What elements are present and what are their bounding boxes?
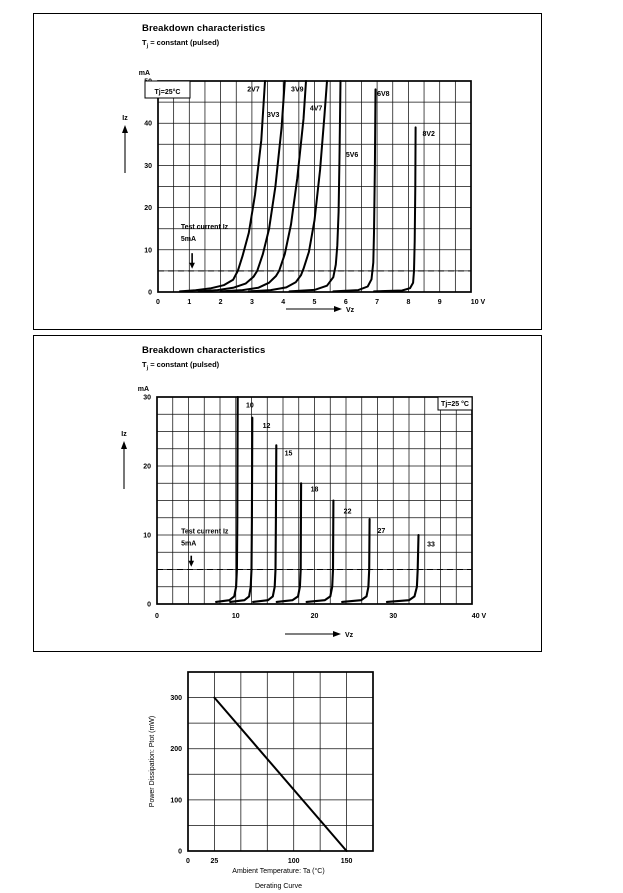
- x-tick-label: 0: [156, 299, 160, 306]
- x-tick-label: 20: [310, 613, 319, 620]
- y-tick-label: 20: [144, 205, 152, 213]
- breakdown-chart-high-voltage: [34, 336, 541, 651]
- curve-label-6V8: 6V8: [377, 90, 390, 98]
- curve-label-8V2: 8V2: [422, 130, 435, 138]
- derating-chart: [140, 650, 421, 893]
- curve-15: [253, 445, 276, 602]
- chart1-title: Breakdown characteristics: [142, 23, 266, 34]
- x-tick-label: 3: [249, 299, 254, 306]
- y-caption: Power Dissipation: Ptot (mW): [149, 715, 156, 808]
- x-tick-label: 4: [281, 299, 286, 306]
- test-current-annotation-line2: 5mA: [180, 235, 197, 243]
- curve-label-3V3: 3V3: [266, 111, 280, 119]
- y-tick-label: 300: [170, 695, 182, 703]
- curve-10: [216, 397, 238, 602]
- curve-label-4V7: 4V7: [309, 105, 323, 113]
- curve-8V2: [374, 127, 416, 291]
- x-axis-label: Vz: [346, 307, 355, 314]
- x-tick-label: 1: [187, 299, 192, 306]
- y-tick-label: 10: [143, 532, 151, 540]
- corner-label-text: Tj=25°C: [154, 89, 181, 96]
- derating-panel: [140, 650, 421, 893]
- curve-label-2V7: 2V7: [247, 86, 260, 94]
- x-caption: Ambient Temperature: Ta (°C): [232, 868, 325, 875]
- test-current-annotation-line1: Test current Iz: [180, 224, 229, 232]
- corner-label-text: Tj=25 °C: [441, 401, 469, 408]
- y-axis-arrow-head: [122, 125, 128, 133]
- x-tick-label: 5: [312, 299, 317, 306]
- curve-label-18: 18: [310, 486, 319, 494]
- y-tick-label: 200: [170, 746, 182, 754]
- x-tick-label: 10 V: [470, 299, 486, 306]
- curve-18: [277, 483, 301, 602]
- x-tick-label: 0: [155, 613, 159, 620]
- x-tick-label: 40 V: [471, 613, 487, 620]
- curve-label-15: 15: [284, 450, 293, 458]
- curve-label-3V9: 3V9: [291, 86, 304, 94]
- y-tick-label: 0: [178, 848, 182, 856]
- x-tick-label: 150: [340, 858, 353, 865]
- x-tick-label: 30: [389, 613, 398, 620]
- x-tick-label: 100: [287, 858, 300, 865]
- y-axis-arrow-head: [121, 441, 127, 449]
- x-tick-label: 6: [343, 299, 348, 306]
- x-tick-label: 9: [437, 299, 442, 306]
- x-tick-label: 10: [231, 613, 240, 620]
- curve-label-22: 22: [343, 508, 352, 516]
- curve-label-10: 10: [246, 402, 254, 410]
- test-current-annotation-line1: Test current Iz: [181, 528, 229, 536]
- y-tick-label: 30: [143, 394, 151, 402]
- x-tick-label: 8: [406, 299, 411, 306]
- test-current-arrow-head: [188, 561, 194, 567]
- curve-label-12: 12: [262, 423, 271, 431]
- y-axis-label: Iz: [121, 431, 127, 438]
- curve-12: [230, 418, 252, 602]
- x-tick-label: 2: [218, 299, 223, 306]
- curve-label-5V6: 5V6: [345, 151, 359, 159]
- y-tick-label: 20: [143, 463, 151, 471]
- chart-title: Derating Curve: [254, 883, 303, 890]
- x-tick-label: 7: [375, 299, 380, 306]
- x-axis-arrow-head: [334, 306, 342, 312]
- y-tick-label: 100: [170, 797, 182, 805]
- x-tick-label: 0: [186, 858, 190, 865]
- y-tick-label: 0: [147, 601, 151, 609]
- chart2-subtitle: $T_j$ = constant (pulsed): [142, 360, 220, 372]
- y-unit-label: mA: [137, 386, 149, 393]
- test-current-annotation-line2: 5mA: [181, 540, 197, 548]
- test-current-arrow-head: [189, 263, 195, 269]
- y-unit-label: mA: [138, 70, 150, 77]
- breakdown-chart-low-voltage: [34, 14, 541, 329]
- curve-label-27: 27: [377, 527, 386, 535]
- x-axis-label: Vz: [345, 632, 354, 639]
- curve-label-33: 33: [427, 541, 435, 549]
- chart2-title: Breakdown characteristics: [142, 345, 266, 356]
- y-tick-label: 10: [144, 247, 152, 255]
- x-axis-arrow-head: [333, 631, 341, 637]
- breakdown-panel-2: [33, 335, 542, 652]
- curve-33: [387, 535, 419, 602]
- chart1-subtitle: $T_j$ = constant (pulsed): [142, 38, 220, 50]
- x-tick-label: 25: [210, 858, 219, 865]
- y-tick-label: 40: [144, 120, 152, 128]
- y-axis-label: Iz: [122, 115, 128, 122]
- breakdown-panel-1: [33, 13, 542, 330]
- y-tick-label: 30: [144, 162, 152, 170]
- y-tick-label: 0: [148, 289, 152, 297]
